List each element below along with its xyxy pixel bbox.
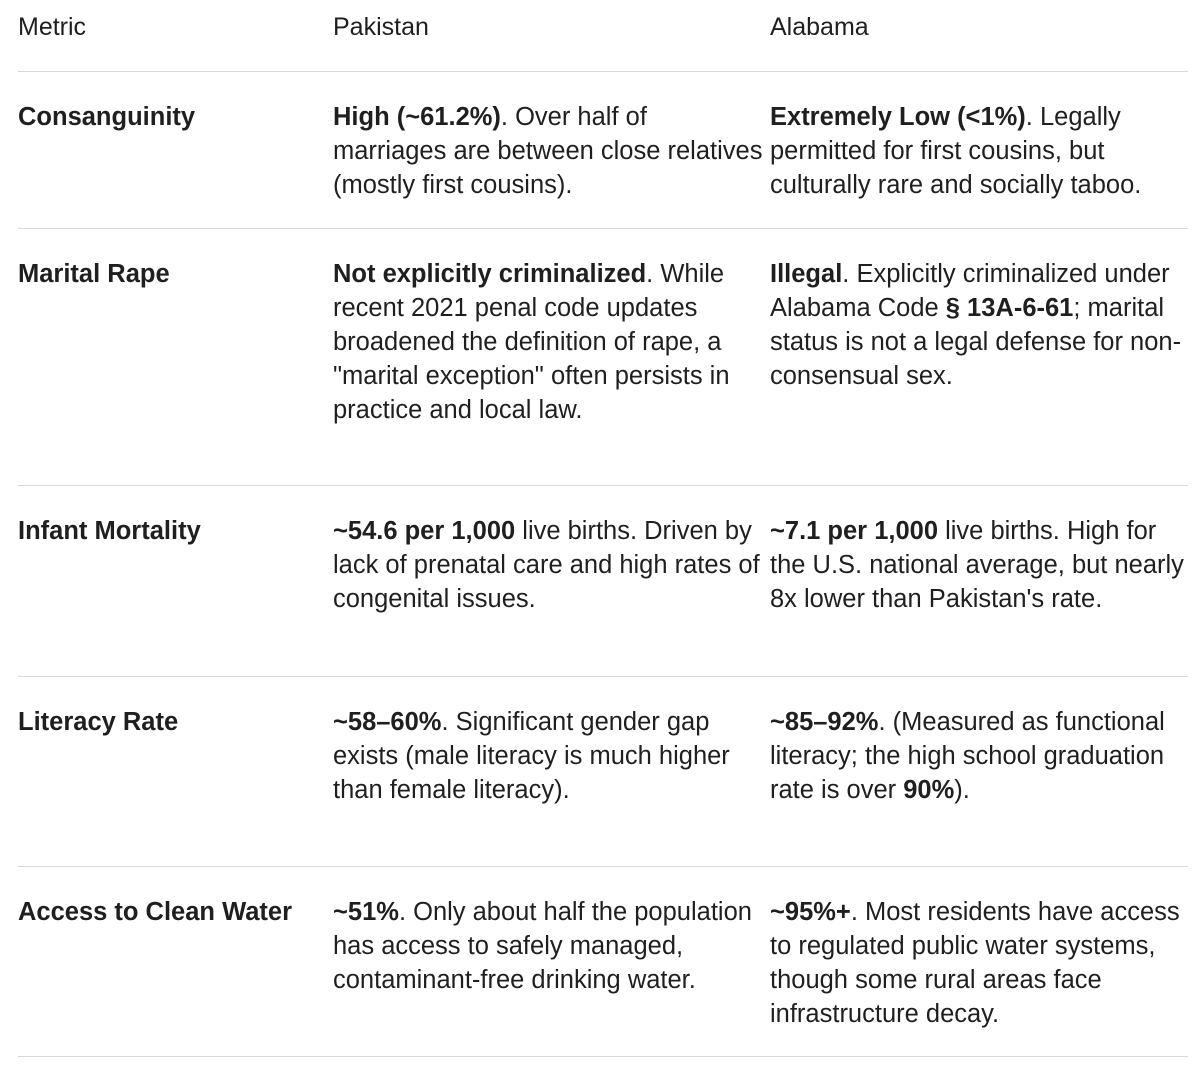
- pakistan-highlight: ~51%: [333, 898, 399, 926]
- alabama-text: . Most residents have access to regulated public water systems, though some rural areas face infrastructure decay.: [770, 898, 1180, 1028]
- metric-label: Access to Clean Water: [18, 898, 292, 926]
- pakistan-highlight: ~58–60%: [333, 708, 442, 736]
- alabama-cell: [770, 867, 1188, 1057]
- alabama-highlight: Illegal: [770, 260, 843, 288]
- metric-cell: [18, 867, 333, 1057]
- alabama-highlight: ~95%+: [770, 898, 851, 926]
- table-row: [18, 486, 1188, 677]
- metric-cell: [18, 486, 333, 677]
- alabama-cell: [770, 677, 1188, 867]
- alabama-cell: [770, 72, 1188, 229]
- pakistan-text: . While recent 2021 penal code updates broadened the definition of rape, a "marital exception" often persists in practice and local law.: [333, 260, 730, 424]
- header-metric: Metric: [18, 0, 333, 72]
- alabama-highlight: Extremely Low (<1%): [770, 103, 1026, 131]
- pakistan-text: . Significant gender gap exists (male literacy is much higher than female literacy).: [333, 708, 730, 804]
- pakistan-text: live births. Driven by lack of prenatal care and high rates of congenital issues.: [333, 517, 760, 613]
- metric-cell: [18, 229, 333, 486]
- alabama-text-continued: ).: [954, 776, 970, 804]
- alabama-highlight: ~7.1 per 1,000: [770, 517, 939, 545]
- alabama-code-reference: § 13A-6-61: [945, 294, 1074, 322]
- metric-cell: [18, 72, 333, 229]
- pakistan-cell: [333, 677, 770, 867]
- pakistan-text: . Over half of marriages are between close relatives (mostly first cousins).: [333, 103, 763, 199]
- pakistan-cell: [333, 229, 770, 486]
- alabama-cell: [770, 229, 1188, 486]
- pakistan-highlight: High (~61.2%): [333, 103, 501, 131]
- table-body: [18, 72, 1188, 1057]
- pakistan-cell: [333, 486, 770, 677]
- header-row: [18, 0, 1188, 72]
- pakistan-highlight: Not explicitly criminalized: [333, 260, 647, 288]
- metric-label: Consanguinity: [18, 103, 196, 131]
- alabama-text: . Legally permitted for first cousins, but culturally rare and socially taboo.: [770, 103, 1142, 199]
- pakistan-text: . Only about half the population has access to safely managed, contaminant-free drinking water.: [333, 898, 752, 994]
- table-row: [18, 677, 1188, 867]
- metric-label: Literacy Rate: [18, 708, 179, 736]
- comparison-table: [18, 0, 1188, 1057]
- table-header: [18, 0, 1188, 72]
- table-row: [18, 229, 1188, 486]
- alabama-highlight: ~85–92%: [770, 708, 879, 736]
- pakistan-cell: [333, 867, 770, 1057]
- metric-label: Infant Mortality: [18, 517, 201, 545]
- pakistan-cell: [333, 72, 770, 229]
- pakistan-highlight: ~54.6 per 1,000: [333, 517, 516, 545]
- alabama-text: . Explicitly criminalized under Alabama Code: [770, 260, 1170, 322]
- metric-cell: [18, 677, 333, 867]
- header-pakistan: Pakistan: [333, 0, 770, 72]
- alabama-cell: [770, 486, 1188, 677]
- alabama-text: live births. High for the U.S. national average, but nearly 8x lower than Pakistan's rate.: [770, 517, 1184, 613]
- table-row: [18, 867, 1188, 1057]
- metric-label: Marital Rape: [18, 260, 170, 288]
- alabama-text-continued: ; marital status is not a legal defense for non-consensual sex.: [770, 294, 1182, 390]
- alabama-graduation-rate: 90%: [903, 776, 955, 804]
- table-row: [18, 72, 1188, 229]
- header-alabama: Alabama: [770, 0, 1188, 72]
- alabama-text: . (Measured as functional literacy; the high school graduation rate is over: [770, 708, 1165, 804]
